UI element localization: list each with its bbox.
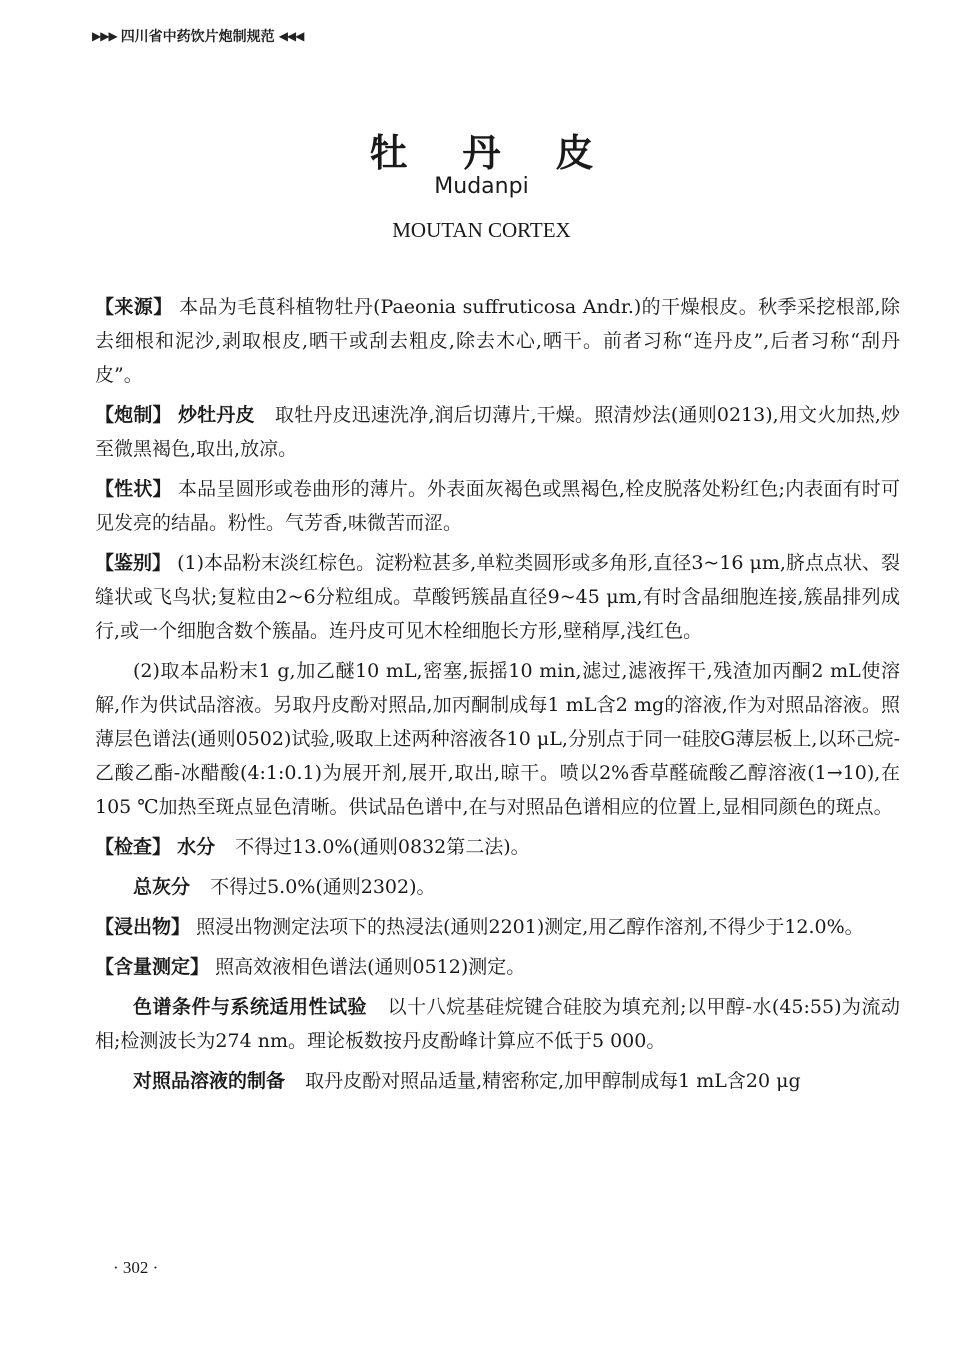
- check-label: 【检查】: [95, 836, 172, 858]
- processing-text: 取牡丹皮迅速洗净,润后切薄片,干燥。照清炒法(通则0213),用文火加热,炒至微黑褐色,取出,放凉。: [95, 404, 900, 460]
- character-text: 本品呈圆形或卷曲形的薄片。外表面灰褐色或黑褐色,栓皮脱落处粉红色;内表面有时可见发亮的结晶。粉性。气芳香,味微苦而涩。: [95, 478, 900, 534]
- chromatography-label: 色谱条件与系统适用性试验: [133, 996, 368, 1018]
- water-label: 水分: [177, 836, 216, 858]
- source-text: 本品为毛茛科植物牡丹(Paeonia suffruticosa Andr.)的干燥根皮。秋季采挖根部,除去细根和泥沙,剥取根皮,晒干或刮去粗皮,除去木心,晒干。前者习称“连丹皮”,后者习称“刮丹皮”。: [95, 296, 900, 386]
- running-header: [92, 26, 303, 46]
- monograph-body: [95, 290, 900, 1104]
- character-label: 【性状】: [95, 478, 172, 500]
- identification-text-2: (2)取本品粉末1 g,加乙醚10 mL,密塞,振摇10 min,滤过,滤液挥干,残渣加丙酮2 mL使溶解,作为供试品溶液。另取丹皮酚对照品,加丙酮制成每1 mL含2 mg的溶液,作为对照品溶液。照薄层色谱法(通则0502)试验,吸取上述两种溶液各10 μL,分别点于同一硅胶G薄层板上,以环己烷-乙酸乙酯-冰醋酸(4:1:0.1)为展开剂,展开,取出,晾干。喷以2%香草醛硫酸乙醇溶液(1→10),在105 ℃加热至斑点显色清晰。供试品色谱中,在与对照品色谱相应的位置上,显相同颜色的斑点。: [95, 660, 900, 818]
- character-paragraph: [95, 472, 900, 540]
- book-title: 四川省中药饮片炮制规范: [120, 29, 275, 45]
- right-arrows-icon: ▶▶▶: [92, 29, 117, 43]
- assay-text: 照高效液相色谱法(通则0512)测定。: [215, 956, 526, 978]
- monograph-pinyin: Mudanpi: [434, 174, 529, 199]
- extract-paragraph: [95, 910, 900, 944]
- monograph-title: 牡 丹 皮: [369, 131, 615, 175]
- identification-text-1: (1)本品粉末淡红棕色。淀粉粒甚多,单粒类圆形或多角形,直径3~16 μm,脐点点状、裂缝状或飞鸟状;复粒由2~6分粒组成。草酸钙簇晶直径9~45 μm,有时含晶细胞连接,簇晶排列成行,或一个细胞含数个簇晶。连丹皮可见木栓细胞长方形,壁稍厚,浅红色。: [95, 552, 901, 642]
- reference-paragraph: [95, 1064, 900, 1098]
- chromatography-paragraph: [95, 990, 900, 1058]
- check-paragraph: [95, 830, 900, 864]
- ash-label: 总灰分: [133, 876, 191, 898]
- identification-label: 【鉴别】: [95, 552, 172, 574]
- chromatography-text: 以十八烷基硅烷键合硅胶为填充剂;以甲醇-水(45:55)为流动相;检测波长为274 nm。理论板数按丹皮酚峰计算应不低于5 000。: [95, 996, 900, 1052]
- ash-text: 不得过5.0%(通则2302)。: [210, 876, 436, 898]
- processing-label: 【炮制】: [95, 404, 172, 426]
- monograph-latin-name: MOUTAN CORTEX: [392, 218, 571, 242]
- left-arrows-icon: ◀◀◀: [278, 29, 304, 43]
- source-label: 【来源】: [95, 296, 173, 318]
- identification-paragraph-1: [95, 546, 900, 648]
- water-text: 不得过13.0%(通则0832第二法)。: [235, 836, 530, 858]
- processing-paragraph: [95, 398, 900, 466]
- reference-text: 取丹皮酚对照品适量,精密称定,加甲醇制成每1 mL含20 μg: [305, 1070, 801, 1092]
- processing-subheading: 炒牡丹皮: [177, 404, 255, 426]
- assay-label: 【含量测定】: [95, 956, 210, 978]
- reference-label: 对照品溶液的制备: [133, 1070, 286, 1092]
- source-paragraph: [95, 290, 900, 392]
- assay-paragraph: [95, 950, 900, 984]
- extract-label: 【浸出物】: [95, 916, 191, 938]
- ash-paragraph: [95, 870, 900, 904]
- page-number: · 302 ·: [113, 1258, 159, 1277]
- identification-paragraph-2: [95, 654, 900, 824]
- extract-text: 照浸出物测定法项下的热浸法(通则2201)测定,用乙醇作溶剂,不得少于12.0%。: [196, 916, 864, 938]
